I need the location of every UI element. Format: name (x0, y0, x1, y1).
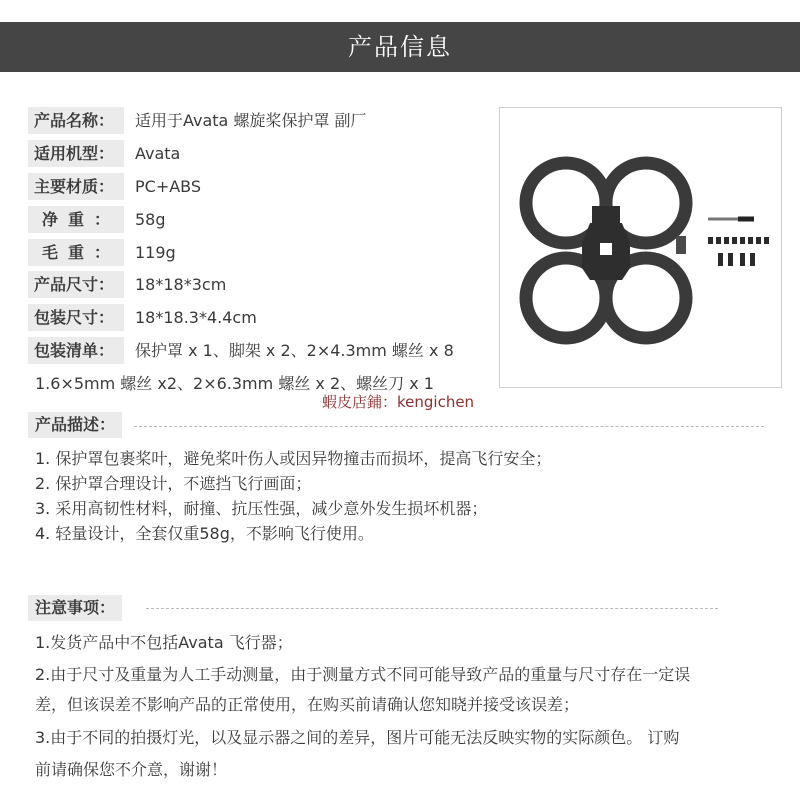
description-item: 1. 保护罩包裹桨叶，避免桨叶伤人或因异物撞击而损坏，提高飞行安全； (35, 449, 552, 468)
description-item: 3. 采用高韧性材料，耐撞、抗压性强，减少意外发生损坏机器； (35, 499, 488, 518)
product-image (499, 107, 782, 388)
notes-line: 1.发货产品中不包括Avata 飞行器； (35, 633, 293, 652)
notes-line: 差，但该误差不影响产品的正常使用，在购买前请确认您知晓并接受该误差； (35, 695, 580, 714)
spec-label: 包装清单： (28, 337, 124, 364)
spec-value: 18*18.3*4.4cm (135, 308, 257, 327)
spec-value: 119g (135, 243, 176, 262)
spec-label: 主要材质： (28, 173, 124, 200)
shop-watermark: 蝦皮店鋪：kengichen (322, 393, 475, 411)
spec-value: Avata (135, 144, 181, 163)
description-title: 产品描述： (28, 412, 122, 438)
spec-label: 产品尺寸： (28, 271, 124, 298)
notes-line: 2.由于尺寸及重量为人工手动测量，由于测量方式不同可能导致产品的重量与尺寸存在一定误 (35, 665, 691, 684)
propeller-guard-icon (500, 108, 783, 389)
spec-value: 58g (135, 210, 166, 229)
page-title-bar (0, 22, 800, 72)
spec-value: PC+ABS (135, 177, 202, 196)
spec-label: 适用机型： (28, 140, 124, 167)
description-item: 2. 保护罩合理设计，不遮挡飞行画面； (35, 474, 312, 493)
notes-line: 3.由于不同的拍摄灯光，以及显示器之间的差异，图片可能无法反映实物的实际颜色。 订购 (35, 728, 680, 747)
spec-label: 产品名称： (28, 107, 124, 134)
spec-value: 18*18*3cm (135, 275, 227, 294)
divider (134, 426, 764, 427)
spec-value: 适用于Avata 螺旋桨保护罩 副厂 (135, 111, 367, 130)
spec-label: 包装尺寸： (28, 304, 124, 331)
description-item: 4. 轻量设计，全套仅重58g，不影响飞行使用。 (35, 524, 374, 543)
spec-value: 保护罩 x 1、脚架 x 2、2×4.3mm 螺丝 x 8 (135, 341, 454, 360)
page-title: 产品信息 (348, 33, 452, 61)
spec-package-list-continued: 1.6×5mm 螺丝 x2、2×6.3mm 螺丝 x 2、螺丝刀 x 1 (35, 374, 434, 393)
spec-label: 净重： (28, 206, 124, 233)
spec-label: 毛重： (28, 239, 124, 266)
notes-line: 前请确保您不介意，谢谢！ (35, 760, 228, 779)
divider (146, 608, 718, 609)
notes-title: 注意事项： (28, 595, 122, 621)
